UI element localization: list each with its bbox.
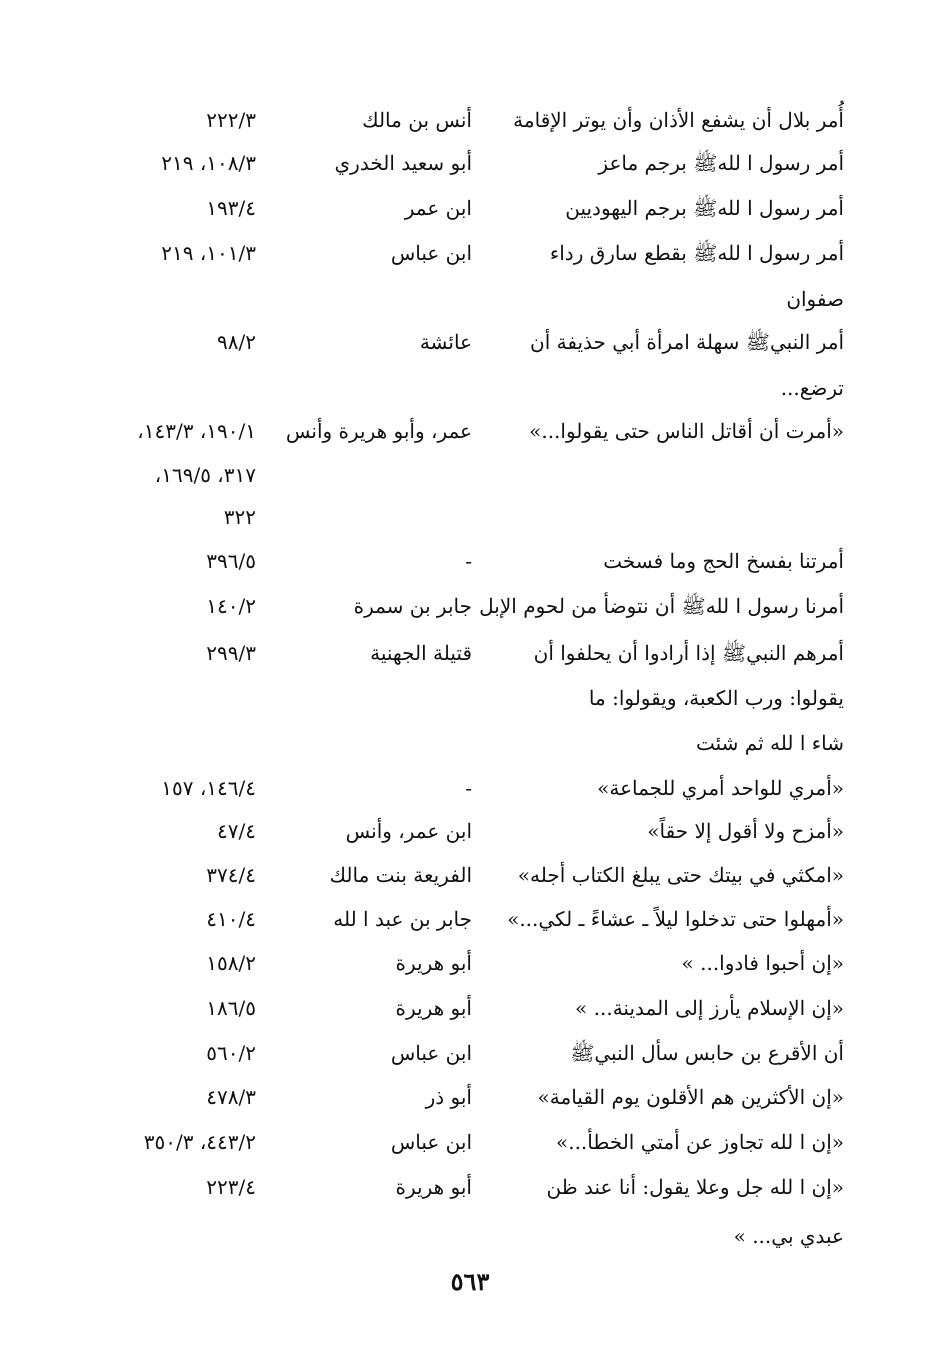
narrator: عائشة	[419, 330, 472, 354]
narrator: الفريعة بنت مالك	[329, 863, 472, 887]
index-row	[0, 1075, 940, 1119]
reference	[56, 366, 256, 410]
reference: ١٩٠/١، ١٤٣/٣،	[137, 419, 256, 443]
reference: ١٠١/٣، ٢١٩	[161, 241, 256, 265]
hadith-text: أمرهم النبيﷺ إذا أرادوا أن يحلفوا أن	[533, 641, 844, 665]
narrator	[252, 453, 472, 497]
index-row	[0, 986, 940, 1030]
reference: ١٩٣/٤	[206, 196, 256, 220]
reference: ٢٩٩/٣	[206, 641, 256, 665]
reference	[56, 676, 256, 720]
hadith-text: أمر رسول ا للهﷺ برجم ماعز	[598, 151, 844, 175]
hadith-text: ترضع...	[780, 376, 844, 400]
narrator: أبو سعيد الخدري	[334, 151, 472, 175]
reference: ٤٤٣/٢، ٣٥٠/٣	[143, 1130, 256, 1154]
index-row	[0, 1214, 940, 1258]
reference	[56, 277, 256, 321]
index-row	[0, 366, 940, 410]
hadith-text: «إن الأكثرين هم الأقلون يوم القيامة»	[537, 1085, 844, 1109]
reference: ١٤٠/٢	[206, 594, 256, 618]
narrator: ابن عباس	[390, 241, 472, 265]
narrator	[252, 366, 472, 410]
reference: ١٥٨/٢	[206, 951, 256, 975]
reference: ١٨٦/٥	[206, 996, 256, 1020]
index-row	[0, 1165, 940, 1209]
hadith-text: أمرنا رسول ا للهﷺ أن نتوضأ من لحوم الإبل	[479, 594, 844, 618]
hadith-text: أن الأقرع بن حابس سأل النبيﷺ	[570, 1041, 844, 1065]
hadith-text: «امكثي في بيتك حتى يبلغ الكتاب أجله»	[517, 863, 844, 887]
hadith-text	[504, 495, 844, 539]
index-row	[0, 98, 940, 142]
narrator: ابن عمر، وأنس	[345, 819, 472, 843]
hadith-text: يقولوا: ورب الكعبة، ويقولوا: ما	[588, 686, 844, 710]
narrator: جابر بن عبد ا لله	[333, 907, 472, 931]
reference: ٥٦٠/٢	[206, 1041, 256, 1065]
narrator: ابن عباس	[390, 1130, 472, 1154]
index-row	[0, 453, 940, 497]
index-row	[0, 631, 940, 675]
reference: ٣١٧، ١٦٩/٥،	[154, 463, 256, 487]
narrator	[252, 676, 472, 720]
reference: ٩٨/٢	[217, 330, 256, 354]
index-row	[0, 1031, 940, 1075]
narrator: -	[465, 776, 472, 800]
hadith-text: «إن ا لله تجاوز عن أمتي الخطأ...»	[555, 1130, 844, 1154]
reference	[56, 1214, 256, 1258]
page-number: ٥٦٣	[450, 1267, 490, 1296]
narrator: قتيلة الجهنية	[370, 641, 472, 665]
index-row	[0, 186, 940, 230]
index-row	[0, 1120, 940, 1164]
index-row	[0, 409, 940, 453]
reference: ٣٢٢	[223, 505, 256, 529]
hadith-text: «أمهلوا حتى تدخلوا ليلاً ـ عشاءً ـ لكي...»	[507, 907, 844, 931]
reference: ١٠٨/٣، ٢١٩	[161, 151, 256, 175]
index-row	[0, 584, 940, 628]
narrator	[252, 1214, 472, 1258]
index-row	[0, 539, 940, 583]
index-row	[0, 853, 940, 897]
index-row	[0, 277, 940, 321]
narrator: -	[465, 549, 472, 573]
index-row	[0, 897, 940, 941]
index-row	[0, 231, 940, 275]
hadith-text: أُمر بلال أن يشفع الأذان وأن يوتر الإقامة	[513, 108, 844, 132]
narrator	[252, 721, 472, 765]
index-row	[0, 766, 940, 810]
hadith-text: أمر رسول ا للهﷺ برجم اليهوديين	[565, 196, 844, 220]
index-row	[0, 721, 940, 765]
hadith-text: شاء ا لله ثم شئت	[696, 731, 844, 755]
reference: ٣٧٤/٤	[206, 863, 256, 887]
index-row	[0, 495, 940, 539]
hadith-text: عبدي بي... »	[733, 1224, 844, 1248]
narrator: ابن عباس	[390, 1041, 472, 1065]
hadith-text: صفوان	[786, 287, 844, 311]
reference: ٣٩٦/٥	[206, 549, 256, 573]
narrator: أبو ذر	[425, 1085, 472, 1109]
reference	[56, 721, 256, 765]
narrator	[252, 495, 472, 539]
hadith-text: أمرتنا بفسخ الحج وما فسخت	[603, 549, 844, 573]
hadith-text: «إن الإسلام يأرز إلى المدينة... »	[575, 996, 844, 1020]
narrator: أبو هريرة	[395, 951, 472, 975]
hadith-text: «أمري للواحد أمري للجماعة»	[597, 776, 844, 800]
index-row	[0, 809, 940, 853]
hadith-text: أمر رسول ا للهﷺ بقطع سارق رداء	[549, 241, 844, 265]
index-row	[0, 141, 940, 185]
hadith-text: «أمزح ولا أقول إلا حقاً»	[647, 819, 844, 843]
hadith-text: أمر النبيﷺ سهلة امرأة أبي حذيفة أن	[530, 330, 844, 354]
hadith-text: «إن ا لله جل وعلا يقول: أنا عند ظن	[546, 1175, 844, 1199]
index-row	[0, 941, 940, 985]
reference: ٢٢٣/٤	[206, 1175, 256, 1199]
index-row	[0, 320, 940, 364]
narrator: جابر بن سمرة	[353, 594, 472, 618]
reference: ٢٢٢/٣	[206, 108, 256, 132]
reference: ١٤٦/٤، ١٥٧	[161, 776, 256, 800]
reference: ٤١٠/٤	[206, 907, 256, 931]
hadith-text: «أمرت أن أقاتل الناس حتى يقولوا...»	[529, 419, 844, 443]
reference: ٤٧/٤	[217, 819, 256, 843]
hadith-text	[504, 453, 844, 497]
narrator: عمر، وأبو هريرة وأنس	[285, 419, 472, 443]
narrator	[252, 277, 472, 321]
narrator: أبو هريرة	[395, 1175, 472, 1199]
index-row	[0, 676, 940, 720]
reference: ٤٧٨/٣	[206, 1085, 256, 1109]
narrator: أبو هريرة	[395, 996, 472, 1020]
narrator: أنس بن مالك	[362, 108, 472, 132]
narrator: ابن عمر	[404, 196, 472, 220]
hadith-text: «إن أحبوا فادوا... »	[681, 951, 844, 975]
